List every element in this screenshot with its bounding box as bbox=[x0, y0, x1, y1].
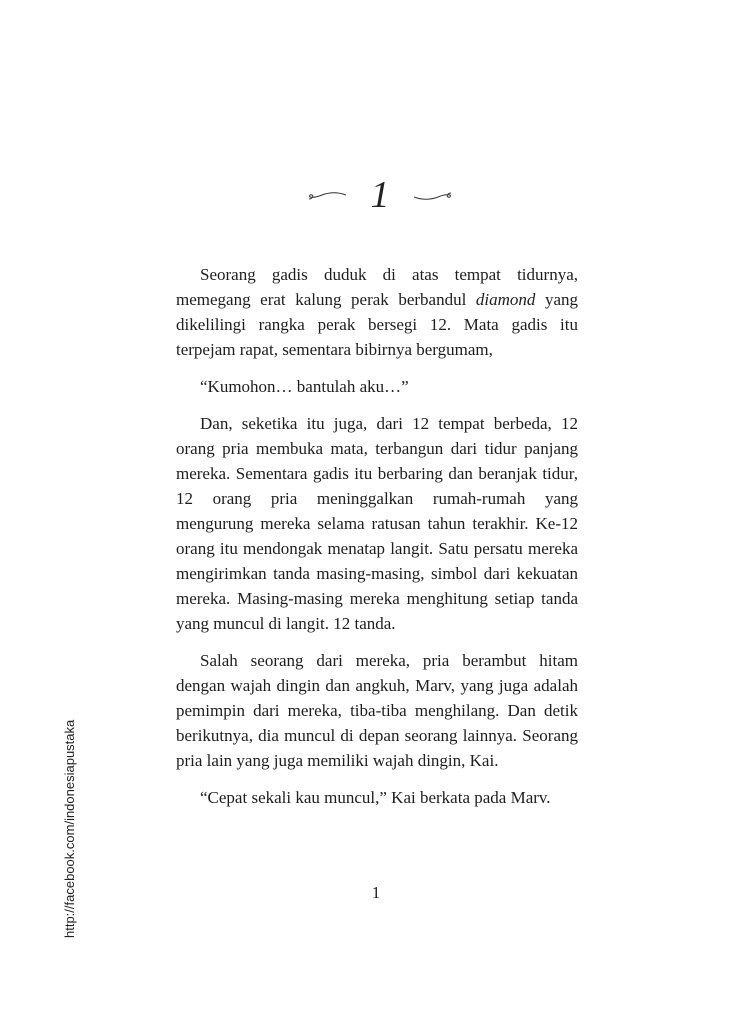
chapter-number: 1 bbox=[370, 174, 390, 216]
paragraph-3: Dan, seketika itu juga, dari 12 tempat berbeda, 12 orang pria membuka mata, terbangun dari tidur panjang mereka. Sementara gadis itu berbaring dan beranjak tidur, 12 orang pria meninggalkan rumah-rumah yang mengurung mereka selama ratusan tahun terakhir. Ke-12 orang itu mendongak menatap langit. Satu persatu mereka mengirimkan tanda masing-masing, simbol dari kekuatan mereka. Masing-masing mereka menghitung setiap tanda yang muncul di langit. 12 tanda. bbox=[176, 414, 578, 633]
paragraph-5: “Cepat sekali kau muncul,” Kai berkata pada Marv. bbox=[200, 788, 551, 807]
right-flourish-ornament bbox=[412, 188, 452, 204]
paragraph-1-italic-word: diamond bbox=[475, 290, 536, 309]
paragraph-2: “Kumohon… bantulah aku…” bbox=[200, 377, 409, 396]
side-watermark-url: http://facebook.com/indonesiapustaka bbox=[62, 719, 77, 938]
paragraph-1 bbox=[176, 262, 578, 362]
left-flourish-ornament bbox=[308, 188, 348, 204]
paragraph-4: Salah seorang dari mereka, pria berambut hitam dengan wajah dingin dan angkuh, Marv, yang juga adalah pemimpin dari mereka, tiba-tiba menghilang. Dan detik berikutnya, dia muncul di depan seorang lainnya. Seorang pria lain yang juga memiliki wajah dingin, Kai. bbox=[176, 651, 578, 770]
page-number: 1 bbox=[371, 883, 381, 902]
chapter-body-text bbox=[176, 262, 578, 822]
paragraph-1-text-after: yang dikelilingi rangka perak bersegi 12. Mata gadis itu terpejam rapat, sementara bibirnya bergumam, bbox=[176, 290, 579, 359]
chapter-heading bbox=[300, 172, 460, 222]
paragraph-1-text-before: Seorang gadis duduk di atas tempat tidurnya, memegang erat kalung perak berbandul bbox=[176, 265, 578, 309]
